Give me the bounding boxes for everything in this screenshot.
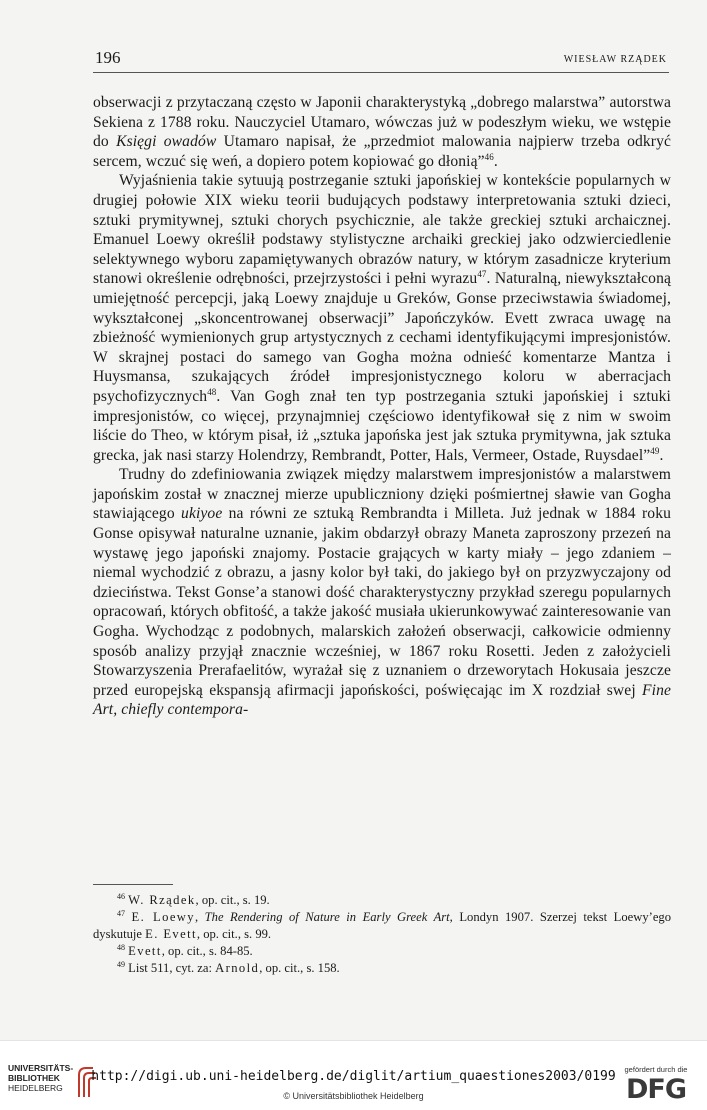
paragraph-1: obserwacji z przytaczaną często w Japonii charakterystyką „dobrego malarstwa” autorstwa Sekiena z 1788 roku. Nauczyciel Utamaro, wówczas już w podeszłym wieku, we wstępie do Księgi owadów Utamaro napisał, że „przedmiot malowania najpierw trzeba odkryć sercem, wczuć się weń, a dopiero potem kopiować go dłonią”$^{46}$. — [93, 94, 671, 170]
body-text — [93, 93, 671, 720]
footnote-48: $^{48}$ Evett, op. cit., s. 84-85. — [117, 943, 253, 958]
funding-label: gefördert durch die — [624, 1065, 688, 1074]
footnote-46: $^{46}$ W. Rządek, op. cit., s. 19. — [117, 892, 270, 907]
footnote-ref-46[interactable]: 46 — [484, 151, 494, 162]
viewer-footer — [0, 1040, 707, 1110]
footnote-ref-47[interactable]: 47 — [477, 269, 487, 280]
permalink-url[interactable]: http://digi.ub.uni-heidelberg.de/diglit/artium_quaestiones2003/0199 — [91, 1069, 616, 1084]
paragraph-2: Wyjaśnienia takie sytuują postrzeganie sztuki japońskiej w kontekście popularnych w drugiej połowie XIX wieku teorii budujących podstawy interpretowania sztuki dzieci, sztuki prymitywnej, sztuki chorych psychicznie, ale także greckiej sztuki archaicznej. Emanuel Loewy określił podstawy stylistyczne archaiki greckiej jako odzwierciedlenie selektywnego wyboru zapamiętywanych obrazów natury, w którym zasadnicze kryterium stanowi określenie odrębności, przejrzystości i pełni wyrazu$^{47}$. Naturalną, niewykształconą umiejętność percepcji, jaką Loewy znajduje u Greków, Gonse przeciwstawia świadomej, wykształconej „skoncentrowanej obserwacji” Japończyków. Evett zwraca uwagę na zbieżność wymienionych grup artystycznych z cechami identyfikującymi impresjonistów. W skrajnej postaci do samego van Gogha można odnieść komentarze Mantza i Huysmansa, szukających źródeł impresjonistycznego koloru w aberracjach psychofizycznych$^{48}$. Van Gogh znał ten typ postrzegania sztuki japońskiej i sztuki impresjonistów, co więcej, przynajmniej częściowo identyfikował się z nim w swoim liście do Theo, w którym pisał, iż „sztuka japońska jest jak sztuka prymitywna, jak sztuka grecka, jak nasi starzy Holendrzy, Rembrandt, Potter, Hals, Vermeer, Ostade, Ruysdael”$^{49}$. — [93, 172, 671, 464]
running-head — [93, 48, 669, 73]
copyright-notice: © Universitätsbibliothek Heidelberg — [283, 1091, 424, 1101]
running-head-author: WIESŁAW RZĄDEK — [563, 54, 667, 65]
footnote-ref-48[interactable]: 48 — [207, 386, 217, 397]
page-number: 196 — [95, 48, 121, 67]
library-logo[interactable]: UNIVERSITÄTS- BIBLIOTHEK HEIDELBERG — [8, 1063, 74, 1093]
footnote-49: $^{49}$ List 511, cyt. za: Arnold, op. cit., s. 158. — [117, 960, 340, 975]
paragraph-3: Trudny do zdefiniowania związek między malarstwem impresjonistów a malarstwem japońskim został w znacznej mierze upubliczniony dzięki pośmiertnej sławie van Gogha stawiającego ukiyoe na równi ze sztuką Rembrandta i Milleta. Już jednak w 1884 roku Gonse opisywał naturalne uznanie, jakim obdarzył obrazy Maneta zaproszony przezeń na wystawę jego japoński znajomy. Postacie grających w karty miały – jego zdaniem – niemal wychodzić z obrazu, a jasny kolor był taki, do jakiego był on przyzwyczajony od dzieciństwa. Tekst Gonse’a stanowi dość charakterystyczny przykład szeregu popularnych opracowań, których obfitość, a także jakość musiała ukierunkowywać zainteresowanie van Gogha. Wychodząc z podobnych, malarskich założeń obserwacji, całkowicie odmienny sposób analizy przyjął znacznie wcześniej, w 1867 roku Rosetti. Jeden z założycieli Stowarzyszenia Prerafaelitów, wyrażał się z uznaniem o drzeworytach Hokusaia jeszcze przed europejską ekspansją afirmacji japońskości, poświęcając im X rozdział swej Fine Art, chiefly contempora- — [93, 466, 671, 719]
footnote-divider — [93, 884, 173, 885]
footnotes — [93, 892, 671, 977]
footnote-47: $^{47}$ E. Loewy, The Rendering of Nature in Early Greek Art, Londyn 1907. Szerzej tekst Loewy’ego dyskutuje E. Evett, op. cit., s. 99. — [93, 909, 671, 941]
dfg-logo[interactable]: DFG — [625, 1074, 687, 1105]
footnote-ref-49[interactable]: 49 — [650, 445, 660, 456]
